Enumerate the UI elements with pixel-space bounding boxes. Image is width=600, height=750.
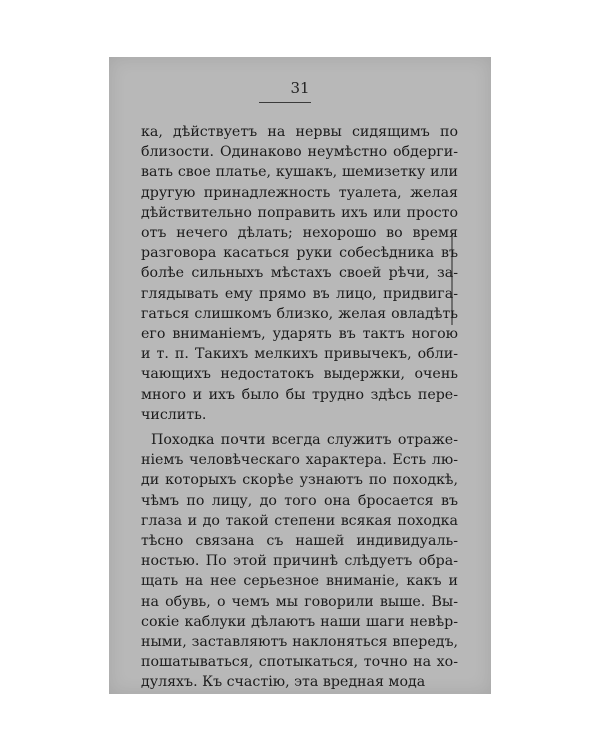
text-line: ка, дѣйствуетъ на нервы сидящимъ по (141, 124, 458, 140)
text-line: щать на нее серьезное вниманіе, какъ и (141, 573, 458, 590)
body-text (141, 122, 458, 693)
text-line: дуляхъ. Къ счастію, эта вредная мода (141, 674, 426, 691)
text-line: чающихъ недостатокъ выдержки, очень (141, 366, 458, 383)
text-line: и т. п. Такихъ мелкихъ привычекъ, обли- (141, 346, 458, 363)
text-line: разговора касаться руки собесѣдника въ (141, 245, 458, 262)
text-line: чѣмъ по лицу, до того она бросается въ (141, 492, 458, 509)
text-line: вать свое платье, кушакъ, шемизетку или (141, 164, 458, 181)
text-line: числить. (141, 406, 207, 423)
text-line: ностью. По этой причинѣ слѣдуетъ обра- (141, 553, 458, 570)
page-number: 31 (290, 79, 310, 97)
book-page (109, 57, 491, 694)
text-line: пошатываться, спотыкаться, точно на хо- (141, 654, 458, 671)
text-line: дѣйствительно поправить ихъ или просто (141, 204, 458, 221)
text-line: близости. Одинаково неумѣстно обдерги- (141, 144, 458, 161)
text-line: отъ нечего дѣлать; нехорошо во время (141, 225, 458, 242)
text-line: Походка почти всегда служитъ отраже- (151, 432, 458, 449)
text-line: много и ихъ было бы трудно здѣсь пере- (141, 386, 458, 403)
text-line: на обувь, о чемъ мы говорили выше. Вы- (141, 593, 458, 610)
text-line: тѣсно связана съ нашей индивидуаль- (141, 533, 458, 550)
text-line: ными, заставляютъ наклоняться впередъ, (141, 634, 458, 651)
text-line: другую принадлежность туалета, желая (141, 184, 458, 201)
text-line: глядывать ему прямо въ лицо, придвига- (141, 285, 458, 302)
text-line: ди которыхъ скорѣе узнаютъ по походкѣ, (141, 472, 458, 489)
text-line: болѣе сильныхъ мѣстахъ своей рѣчи, за- (141, 265, 458, 282)
page-number-rule (259, 102, 311, 103)
text-line: его вниманіемъ, ударять въ тактъ ногою (141, 326, 458, 343)
text-line: сокіе каблуки дѣлаютъ наши шаги невѣр- (141, 613, 458, 630)
text-line: глаза и до такой степени всякая походка (141, 512, 458, 529)
text-line: ніемъ человѣческаго характера. Есть лю- (141, 452, 458, 469)
text-line: гаться слишкомъ близко, желая овладѣть (141, 305, 458, 322)
